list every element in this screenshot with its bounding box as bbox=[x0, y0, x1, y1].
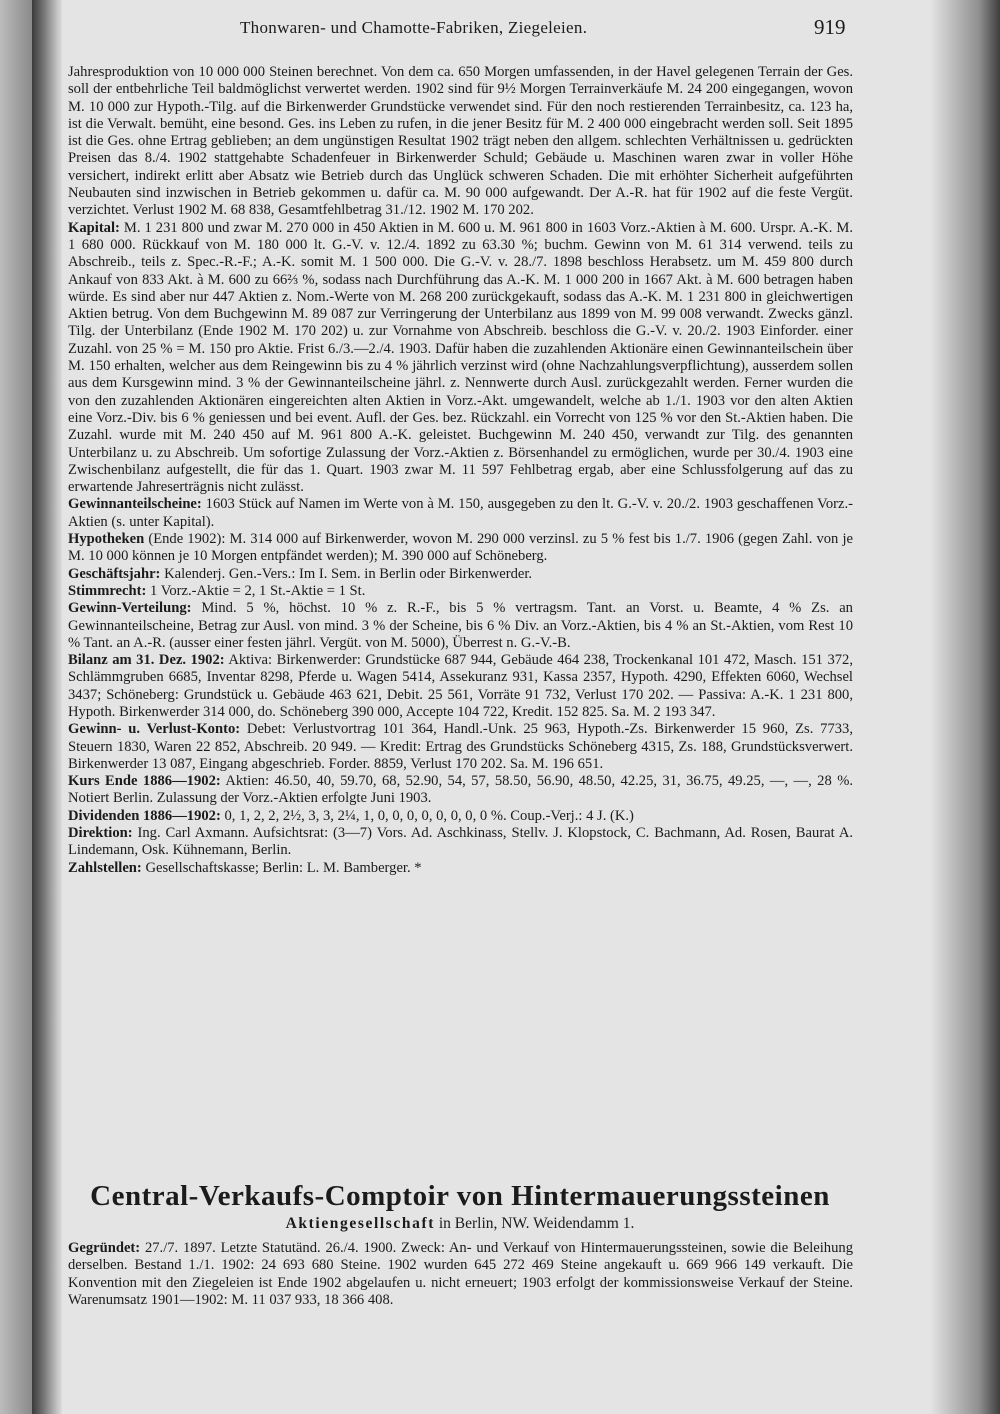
section-text: (Ende 1902): M. 314 000 auf Birkenwerder, wovon M. 290 000 verzinsl. zu 5 % fest bis 1./7. 1906 (gegen Zahl. von je M. 10 000 können je 10 Morgen entpfändet werden); M. 390 000 auf Schöneberg. bbox=[68, 531, 853, 565]
section-direktion bbox=[68, 825, 853, 860]
intro-paragraph: Jahresproduktion von 10 000 000 Steinen berechnet. Von dem ca. 650 Morgen umfassenden, in der Havel gelegenen Terrain der Ges. soll der entbehrliche Teil baldmöglichst verwertet werden. 1902 sind für 9½ Morgen Terrainverkäufe M. 24 200 eingegangen, wovon M. 10 000 zur Hypoth.-Tilg. auf die Birkenwerder Grundstücke verwendet sind. Für den noch restierenden Terrainbesitz, ca. 123 ha, ist die Verwalt. bemüht, eine besond. Ges. ins Leben zu rufen, in die jener Besitz für M. 2 400 000 eingebracht werden soll. Seit 1895 ist die Ges. ohne Ertrag geblieben; an dem ungünstigen Resultat 1902 trägt neben den allgem. schlechten Verhältnissen u. gedrückten Preisen das 8./4. 1902 stattgehabte Schadenfeuer in Birkenwerder Schuld; Gebäude u. Maschinen waren zwar in voller Höhe versichert, indirekt erlitt aber Absatz wie Betrieb durch das Unglück schweren Schaden. Die mit erhöhter Sicherheit aufgeführten Neubauten sind inzwischen in Betrieb gekommen u. dafür ca. M. 90 000 aufgewandt. Der A.-R. hat für 1902 auf die feste Vergüt. verzichtet. Verlust 1902 M. 68 838, Gesamtfehlbetrag 31./12. 1902 M. 170 202. bbox=[68, 64, 853, 219]
section-text: Aktien: 46.50, 40, 59.70, 68, 52.90, 54, 57, 58.50, 56.90, 48.50, 42.25, 31, 36.75, 49.25, —, —, 28 %. Notiert Berlin. Zulassung der Vorz.-Aktien erfolgte Juni 1903. bbox=[68, 773, 853, 807]
section-head: Gegründet: bbox=[68, 1240, 141, 1256]
section-text: 1603 Stück auf Namen im Werte von à M. 150, ausgegeben zu den lt. G.-V. v. 20./2. 1903 geschaffenen Vorz.-Aktien (s. unter Kapital). bbox=[68, 496, 853, 530]
section-text: Ing. Carl Axmann. Aufsichtsrat: (3—7) Vors. Ad. Aschkinass, Stellv. J. Klopstock, C. Bachmann, Ad. Rosen, Baurat A. Lindemann, Osk. Kühnemann, Berlin. bbox=[68, 825, 854, 859]
book-gutter-shadow bbox=[32, 0, 62, 1414]
section-text: Mind. 5 %, höchst. 10 % z. R.-F., bis 5 % vertragsm. Tant. an Vorst. u. Beamte, 4 % Zs. an Gewinnanteilscheine, Betrag zur Ausl. von mind. 3 % der Scheine, bis 6 % Div. an Vorz.-Aktien, bis 4 % an St.-Aktien, vom Rest 10 % Tant. an A.-R. (ausser einer festen jährl. Vergüt. von M. 5000), Überrest n. G.-V.-B. bbox=[68, 600, 853, 651]
section-stimmrecht bbox=[68, 583, 853, 600]
scan-left-strip bbox=[0, 0, 32, 1414]
section-kurs bbox=[68, 773, 853, 808]
section-head: Direktion: bbox=[68, 825, 133, 842]
company-subheading bbox=[60, 1215, 860, 1233]
section-text: Gesellschaftskasse; Berlin: L. M. Bamberger. * bbox=[145, 859, 422, 876]
section-gewinn-verteilung bbox=[68, 600, 853, 652]
section-text: M. 1 231 800 und zwar M. 270 000 in 450 Aktien in M. 600 u. M. 961 800 in 1603 Vorz.-Aktien à M. 600. Urspr. A.-K. M. 1 680 000. Rückkauf von M. 180 000 lt. G.-V. v. 12./4. 1892 zu 63.30 %; buchm. Gewinn von M. 61 314 verwend. teils zu Abschreib., teils z. Spec.-R.-F.; A.-K. somit M. 1 500 000. Die G.-V. v. 28./7. 1898 beschloss Herabsetz. um M. 459 800 durch Ankauf von 833 Akt. à M. 600 zu 66⅔ %, sodass nach Durchführung das A.-K. M. 1 000 200 in 1667 Akt. à M. 600 betragen haben würde. Es sind aber nur 447 Aktien z. Nom.-Werte von M. 268 200 zurückgekauft, sodass das A.-K. M. 1 231 800 in gleichwertigen Aktien betrug. Von dem Buchgewinn M. 89 087 zur Verringerung der Unterbilanz aus 1899 von M. 99 008 verwandt. Zwecks gänzl. Tilg. der Unterbilanz (Ende 1902 M. 170 202) u. zur Vornahme von Abschreib. beschloss die G.-V. v. 20./2. 1903 Einforder. einer Zuzahl. von 25 % = M. 150 pro Aktie. Frist 6./3.—2./4. 1903. Dafür haben die zuzahlenden Aktionäre einen Gewinnanteilschein über M. 150 erhalten, welcher aus dem Reingewinn bis zu 4 % jährlich verzinst wird (ohne Nachzahlungsverpflichtung), ausserdem sollen aus dem Kursgewinn mind. 3 % der Gewinnanteilscheine jährl. z. Nennwerte durch Ausl. zurückgezahlt werden. Ferner wurden die von den zuzahlenden Aktionären eingereichten alten Aktien in Vorz.-Akt. umgewandelt, welche ab 1./1. 1903 vor den alten Aktien eine Vorz.-Div. bis 6 % geniessen und bei event. Aufl. der Ges. bez. Rückzahl. ein Vorrecht von 125 % vor den St.-Aktien haben. Die Zuzahl. wurde mit M. 240 450 auf M. 961 800 A.-K. geleistet. Buchgewinn M. 240 450, verwandt zur Tilg. des genannten Unterbilanz u. zu Abschreib. Um sofortige Zulassung der Vorz.-Aktien z. Börsenhandel zu ermöglichen, wurde per 30./4. 1903 eine Zwischenbilanz aufgestellt, die für das 1. Quart. 1903 zwar M. 11 597 Fehlbetrag ergab, aber eine Schlussfolgerung auf das zu erwartende Jahreserträgnis nicht zulässt. bbox=[68, 219, 853, 496]
section-head: Gewinnanteilscheine: bbox=[68, 496, 202, 513]
section-text: 1 Vorz.-Aktie = 2, 1 St.-Aktie = 1 St. bbox=[150, 582, 366, 599]
section-geschaeftsjahr bbox=[68, 566, 853, 583]
section-head: Kapital: bbox=[68, 219, 120, 236]
section-text: Debet: Verlustvortrag 101 364, Handl.-Unk. 25 963, Hypoth.-Zs. Birkenwerder 15 960, Zs. 7733, Steuern 1830, Waren 22 852, Abschreib. 20 949. — Kredit: Ertrag des Grundstücks Schöneberg 4315, Zs. 188, Grundstücksverwert. Birkenwerder 13 087, Eingang abgeschrieb. Forder. 8859, Verlust 170 202. Sa. M. 196 651. bbox=[68, 721, 853, 772]
section-head: Gewinn-Verteilung: bbox=[68, 600, 192, 617]
section-head: Gewinn- u. Verlust-Konto: bbox=[68, 721, 241, 738]
company-heading: Central-Verkaufs-Comptoir von Hintermauerungssteinen bbox=[90, 1180, 830, 1212]
section-head: Stimmrecht: bbox=[68, 582, 147, 599]
section-head: Zahlstellen: bbox=[68, 859, 142, 876]
section-head: Kurs Ende 1886—1902: bbox=[68, 773, 221, 790]
section-head: Dividenden 1886—1902: bbox=[68, 807, 221, 824]
company-location: in Berlin, NW. Weidendamm 1. bbox=[438, 1215, 635, 1232]
section-head: Bilanz am 31. Dez. 1902: bbox=[68, 652, 225, 669]
section-text: Kalenderj. Gen.-Vers.: Im I. Sem. in Berlin oder Birkenwerder. bbox=[164, 565, 533, 582]
section-text: Aktiva: Birkenwerder: Grundstücke 687 944, Gebäude 464 238, Trockenkanal 101 472, Masch. 151 372, Schlämmgruben 6685, Inventar 8298, Pferde u. Wagen 5414, Assekuranz 931, Kassa 2357, Hypoth. 4290, Effekten 6060, Wechsel 3437; Schöneberg: Grundstück u. Gebäude 463 621, Debit. 25 561, Vorräte 91 732, Verlust 170 202. — Passiva: A.-K. 1 231 800, Hypoth. Birkenwerder 314 000, do. Schöneberg 390 000, Accepte 104 722, Kredit. 152 825. Sa. M. 2 193 347. bbox=[68, 652, 853, 720]
page-edge-shadow bbox=[930, 0, 1000, 1414]
section-hypotheken bbox=[68, 531, 853, 566]
company-entry-new bbox=[68, 1240, 853, 1309]
section-head: Hypotheken bbox=[68, 531, 145, 548]
section-kapital bbox=[68, 220, 853, 497]
section-head: Geschäftsjahr: bbox=[68, 565, 161, 582]
section-gegruendet bbox=[68, 1240, 853, 1309]
section-dividenden bbox=[68, 808, 853, 825]
section-text: 0, 1, 2, 2, 2½, 3, 3, 2¼, 1, 0, 0, 0, 0, 0, 0, 0, 0 %. Coup.-Verj.: 4 J. (K.) bbox=[224, 807, 634, 824]
section-bilanz bbox=[68, 652, 853, 721]
section-gewinn-verlust-konto bbox=[68, 721, 853, 773]
running-head: Thonwaren- und Chamotte-Fabriken, Ziegeleien. bbox=[240, 18, 588, 37]
section-zahlstellen bbox=[68, 860, 853, 877]
section-gewinnanteilscheine bbox=[68, 496, 853, 531]
section-text: 27./7. 1897. Letzte Statutänd. 26./4. 1900. Zweck: An- und Verkauf von Hintermauerungssteinen, sowie die Beleihung derselben. Bestand 1./1. 1902: 24 693 680 Steine. 1902 wurden 645 272 469 Steine angekauft u. 669 966 149 verkauft. Die Konvention mit den Ziegeleien ist Ende 1902 abgelaufen u. nicht erneuert; 1903 erfolgt der kommissionsweise Verkauf der Steine. Warenumsatz 1901—1902: M. 11 037 933, 18 366 408. bbox=[68, 1240, 853, 1308]
page-number: 919 bbox=[814, 15, 846, 39]
company-entry-continued bbox=[68, 64, 853, 877]
company-legal-form: Aktiengesellschaft bbox=[285, 1215, 435, 1232]
